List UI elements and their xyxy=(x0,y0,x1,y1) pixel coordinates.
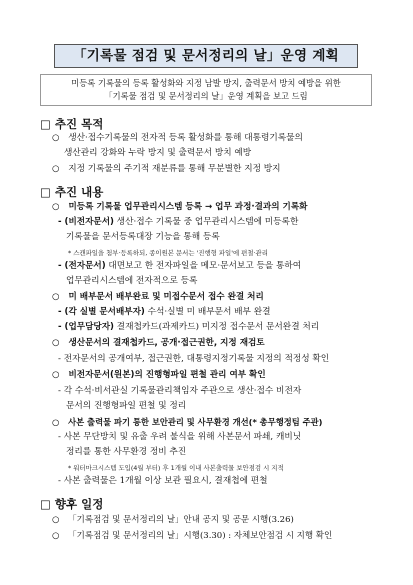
summary-line-1: 미등록 기록물의 등록 활성화와 지정 남발 방지, 출력문서 방치 예방을 위한 xyxy=(71,78,341,88)
purpose-item-1-cont: 생산관리 강화와 누락 방지 및 출력문서 방치 예방 xyxy=(64,148,252,158)
content-item-5-note: * 워터마크시스템 도입(4월 부터) 후 1개월 이내 사본출력물 보안점검 시 지적 xyxy=(68,464,284,472)
detail-text: 수석·실별 미 배부문서 배부 완결 xyxy=(144,307,271,317)
summary-line-2: 「기록물 점검 및 문서정리의 날」운영 계획을 보고 드림 xyxy=(104,91,308,101)
summary-box xyxy=(40,74,372,106)
content-item-5-text: 사본 출력물 파기 통한 보안관리 및 사무환경 개선(* 총무행정팀 주관) xyxy=(68,417,323,427)
section-marker: □ xyxy=(40,117,51,131)
circle-bullet: ○ xyxy=(52,338,60,348)
detail-text: 대면보고 한 전자파일을 메모·문서보고 등을 통하여 xyxy=(105,261,302,271)
content-item-1-detail-1-cont: 기록물을 문서등록대장 기능을 통해 등록 xyxy=(66,232,220,242)
section-title: 향후 일정 xyxy=(54,497,104,511)
section-heading-schedule xyxy=(40,496,103,512)
content-item-4 xyxy=(52,369,266,381)
content-item-3-text: 생산문서의 결재첩카드, 공개·접근권한, 지정 재검토 xyxy=(68,338,265,348)
section-title: 추진 목적 xyxy=(54,117,104,131)
section-heading-content xyxy=(40,184,103,200)
content-item-1-detail-2-cont: 업무관리시스템에 전자적으로 등록 xyxy=(66,276,198,286)
content-item-5-detail-2: - 사본 출력물은 1개월 이상 보관 필요시, 결재첩에 편철 xyxy=(58,476,268,486)
content-item-1 xyxy=(52,201,307,213)
section-title: 추진 내용 xyxy=(54,185,104,199)
detail-text: 생산·접수 기록물 중 업무관리시스템에 미등록한 xyxy=(113,217,299,227)
purpose-item-2-text: 지정 기록물의 주기적 재분류를 통해 무분별한 지정 방지 xyxy=(68,164,281,174)
purpose-item-2 xyxy=(52,163,281,175)
content-item-3 xyxy=(52,337,265,349)
detail-text: 결재첩카드(과제카드) 미지정 접수문서 문서완결 처리 xyxy=(113,322,320,332)
circle-bullet: ○ xyxy=(52,370,60,380)
content-item-1-text: 미등록 기록물 업무관리시스템 등록 → 업무 과정·결과의 기록화 xyxy=(68,202,308,212)
content-item-3-detail-1: - 전자문서의 공개여부, 접근권한, 대통령지정기록물 지정의 적정성 확인 xyxy=(58,354,330,364)
content-item-4-text: 비전자문서(원본)의 진행형파일 편철 관리 여부 확인 xyxy=(68,370,266,380)
purpose-item-1-text: 생산·접수기록물의 전자적 등록 활성화를 통해 대통령기록물의 xyxy=(68,133,303,143)
circle-bullet: ○ xyxy=(52,164,60,174)
detail-label: - (각 실별 문서배부자) xyxy=(58,307,145,317)
section-heading-purpose xyxy=(40,116,103,132)
section-marker: □ xyxy=(40,185,51,199)
circle-bullet: ○ xyxy=(52,515,60,525)
content-item-5-detail-1: - 사본 무단방치 및 유출 우려 불식을 위해 사본문서 파쇄, 캐비닛 xyxy=(58,432,302,442)
detail-label: - (비전자문서) xyxy=(58,217,114,227)
schedule-item-2 xyxy=(52,530,332,542)
content-item-5-detail-1-cont: 정리를 통한 사무환경 정비 추진 xyxy=(66,447,187,457)
content-item-2-text: 미 배부문서 배부완료 및 미접수문서 접수 완결 처리 xyxy=(68,292,264,302)
content-item-1-detail-1 xyxy=(58,216,298,228)
detail-label: - (전자문서) xyxy=(58,261,106,271)
schedule-item-1-text: 「기록점검 및 문서정리의 날」안내 공지 및 공문 시행(3.26) xyxy=(68,515,294,525)
document-title: 「기록물 점검 및 문서정리의 날」운영 계획 xyxy=(54,44,358,68)
content-item-2-detail-2 xyxy=(58,321,319,333)
circle-bullet: ○ xyxy=(52,417,60,427)
schedule-item-2-text: 「기록점검 및 문서정리의 날」시행(3.30) : 자체보안점검 시 지행 확인 xyxy=(68,531,333,541)
content-item-2 xyxy=(52,291,264,303)
detail-label: - (업무담당자) xyxy=(58,322,114,332)
circle-bullet: ○ xyxy=(52,292,60,302)
content-item-1-note: * 스캔파일을 첨부·등록하되, 종이원본 문서는 '진행형 파일'에 편철·관리 xyxy=(68,249,268,257)
circle-bullet: ○ xyxy=(52,531,60,541)
purpose-item-1 xyxy=(52,132,303,144)
content-item-4-detail-1-cont: 문서의 진행형파일 편철 및 정리 xyxy=(66,401,187,411)
content-item-2-detail-1 xyxy=(58,306,270,318)
content-item-4-detail-1: - 각 수석·비서관실 기록물관리책임자 주관으로 생산·접수 비전자 xyxy=(58,386,302,396)
content-item-5 xyxy=(52,416,322,428)
circle-bullet: ○ xyxy=(52,202,60,212)
circle-bullet: ○ xyxy=(52,133,60,143)
schedule-item-1 xyxy=(52,514,294,526)
section-marker: □ xyxy=(40,497,51,511)
content-item-1-detail-2 xyxy=(58,260,301,272)
